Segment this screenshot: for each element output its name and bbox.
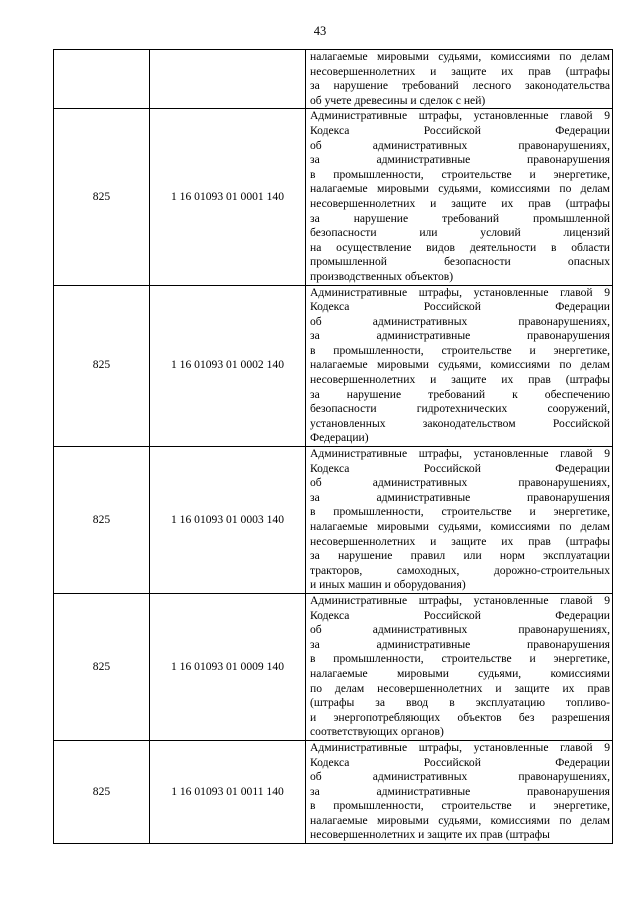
kbk-code-cell <box>150 50 306 109</box>
name-text-line: за нарушение требований промышленной <box>310 211 610 225</box>
name-text-line: налагаемые мировыми судьями, комиссиями <box>310 666 610 680</box>
name-text-line: за нарушение требований к обеспечению <box>310 387 610 401</box>
name-text-line: и иных машин и оборудования) <box>310 578 466 592</box>
name-text-line: налагаемые мировыми судьями, комиссиями по делам <box>310 813 610 827</box>
name-text-line: Административные штрафы, установленные главой 9 <box>310 593 610 607</box>
kbk-code-cell: 1 16 01093 01 0001 140 <box>150 109 306 285</box>
page-number: 43 <box>313 24 327 38</box>
name-text-line: за административные правонарушения <box>310 153 610 167</box>
name-text-line: Административные штрафы, установленные главой 9 <box>310 740 610 754</box>
name-text-line: (штрафы за ввод в эксплуатацию топливо- <box>310 696 610 710</box>
name-text-line: на осуществление видов деятельности в области <box>310 240 610 254</box>
admin-code-cell: 825 <box>54 740 150 843</box>
name-text-line: соответствующих органов) <box>310 725 444 739</box>
name-text-line: в промышленности, строительстве и энергетике, <box>310 343 610 357</box>
name-text-line: налагаемые мировыми судьями, комиссиями по делам <box>310 520 610 533</box>
revenue-name-cell <box>306 109 613 285</box>
name-text-line: Кодекса Российской Федерации <box>310 608 610 622</box>
table-row <box>54 50 613 109</box>
table-row <box>54 109 613 285</box>
name-text-line: в промышленности, строительстве и энергетике, <box>310 652 610 666</box>
name-text-line: об административных правонарушениях, <box>310 623 610 637</box>
name-text-line: Административные штрафы, установленные главой 9 <box>310 109 610 123</box>
kbk-code-cell: 1 16 01093 01 0003 140 <box>150 447 306 594</box>
revenue-name-cell <box>306 50 613 109</box>
admin-code-cell <box>54 50 150 109</box>
name-text-line: несовершеннолетних и защите их прав (штрафы <box>310 196 610 210</box>
name-text-line: в промышленности, строительстве и энергетике, <box>310 799 610 813</box>
name-text-line: Кодекса Российской Федерации <box>310 123 610 137</box>
name-text-line: об административных правонарушениях, <box>310 314 610 328</box>
name-text-line: за административные правонарушения <box>310 329 610 343</box>
table-row <box>54 285 613 447</box>
kbk-code-cell: 1 16 01093 01 0002 140 <box>150 285 306 447</box>
name-text-line: несовершеннолетних и защите их прав (штрафы <box>310 373 610 387</box>
name-text-line: Кодекса Российской Федерации <box>310 461 610 475</box>
name-text-line: об административных правонарушениях, <box>310 770 610 784</box>
name-text-line: в промышленности, строительстве и энергетике, <box>310 505 610 519</box>
name-text-line: Кодекса Российской Федерации <box>310 755 610 769</box>
name-text-line: налагаемые мировыми судьями, комиссиями по делам <box>310 358 610 372</box>
table-row <box>54 447 613 594</box>
revenue-name-cell <box>306 593 613 740</box>
name-text-line: об административных правонарушениях, <box>310 138 610 152</box>
name-text-line: тракторов, самоходных, дорожно-строительных <box>310 563 610 577</box>
kbk-code-cell: 1 16 01093 01 0011 140 <box>150 740 306 843</box>
name-text-line: налагаемые мировыми судьями, комиссиями по делам <box>310 182 610 196</box>
name-text-line: об административных правонарушениях, <box>310 476 610 490</box>
name-text-line: Кодекса Российской Федерации <box>310 300 610 314</box>
name-text-line: за административные правонарушения <box>310 784 610 798</box>
name-text-line: об учете древесины и сделок с ней) <box>310 93 486 107</box>
name-text-line: Федерации) <box>310 431 369 445</box>
name-text-line: налагаемые мировыми судьями, комиссиями по делам <box>310 50 610 63</box>
table-body <box>54 50 613 844</box>
name-text-line: безопасности или условий лицензий <box>310 226 610 240</box>
name-text-line: несовершеннолетних и защите их прав (штрафы <box>310 828 550 842</box>
name-text-line: за нарушение правил или норм эксплуатации <box>310 549 610 563</box>
name-text-line: установленных законодательством Российской <box>310 416 610 430</box>
name-text-line: в промышленности, строительстве и энергетике, <box>310 167 610 181</box>
name-text-line: производственных объектов) <box>310 269 454 283</box>
name-text-line: за административные правонарушения <box>310 637 610 651</box>
name-text-line: по делам несовершеннолетних и защите их прав <box>310 681 610 695</box>
name-text-line: Административные штрафы, установленные главой 9 <box>310 285 610 299</box>
budget-codes-table <box>53 49 613 844</box>
admin-code-cell: 825 <box>54 593 150 740</box>
name-text-line: несовершеннолетних и защите их прав (штрафы <box>310 64 610 78</box>
admin-code-cell: 825 <box>54 109 150 285</box>
kbk-code-cell: 1 16 01093 01 0009 140 <box>150 593 306 740</box>
name-text-line: за административные правонарушения <box>310 490 610 504</box>
name-text-line: и энергопотребляющих объектов без разрешения <box>310 710 610 724</box>
name-text-line: промышленной безопасности опасных <box>310 255 610 269</box>
revenue-name-cell <box>306 285 613 447</box>
name-text-line: Административные штрафы, установленные главой 9 <box>310 447 610 461</box>
table-row <box>54 593 613 740</box>
table-row <box>54 740 613 843</box>
name-text-line: несовершеннолетних и защите их прав (штрафы <box>310 534 610 548</box>
name-text-line: безопасности гидротехнических сооружений, <box>310 402 610 416</box>
admin-code-cell: 825 <box>54 447 150 594</box>
name-text-line: за нарушение требований лесного законодательства <box>310 79 610 93</box>
admin-code-cell: 825 <box>54 285 150 447</box>
revenue-name-cell <box>306 447 613 594</box>
revenue-name-cell <box>306 740 613 843</box>
